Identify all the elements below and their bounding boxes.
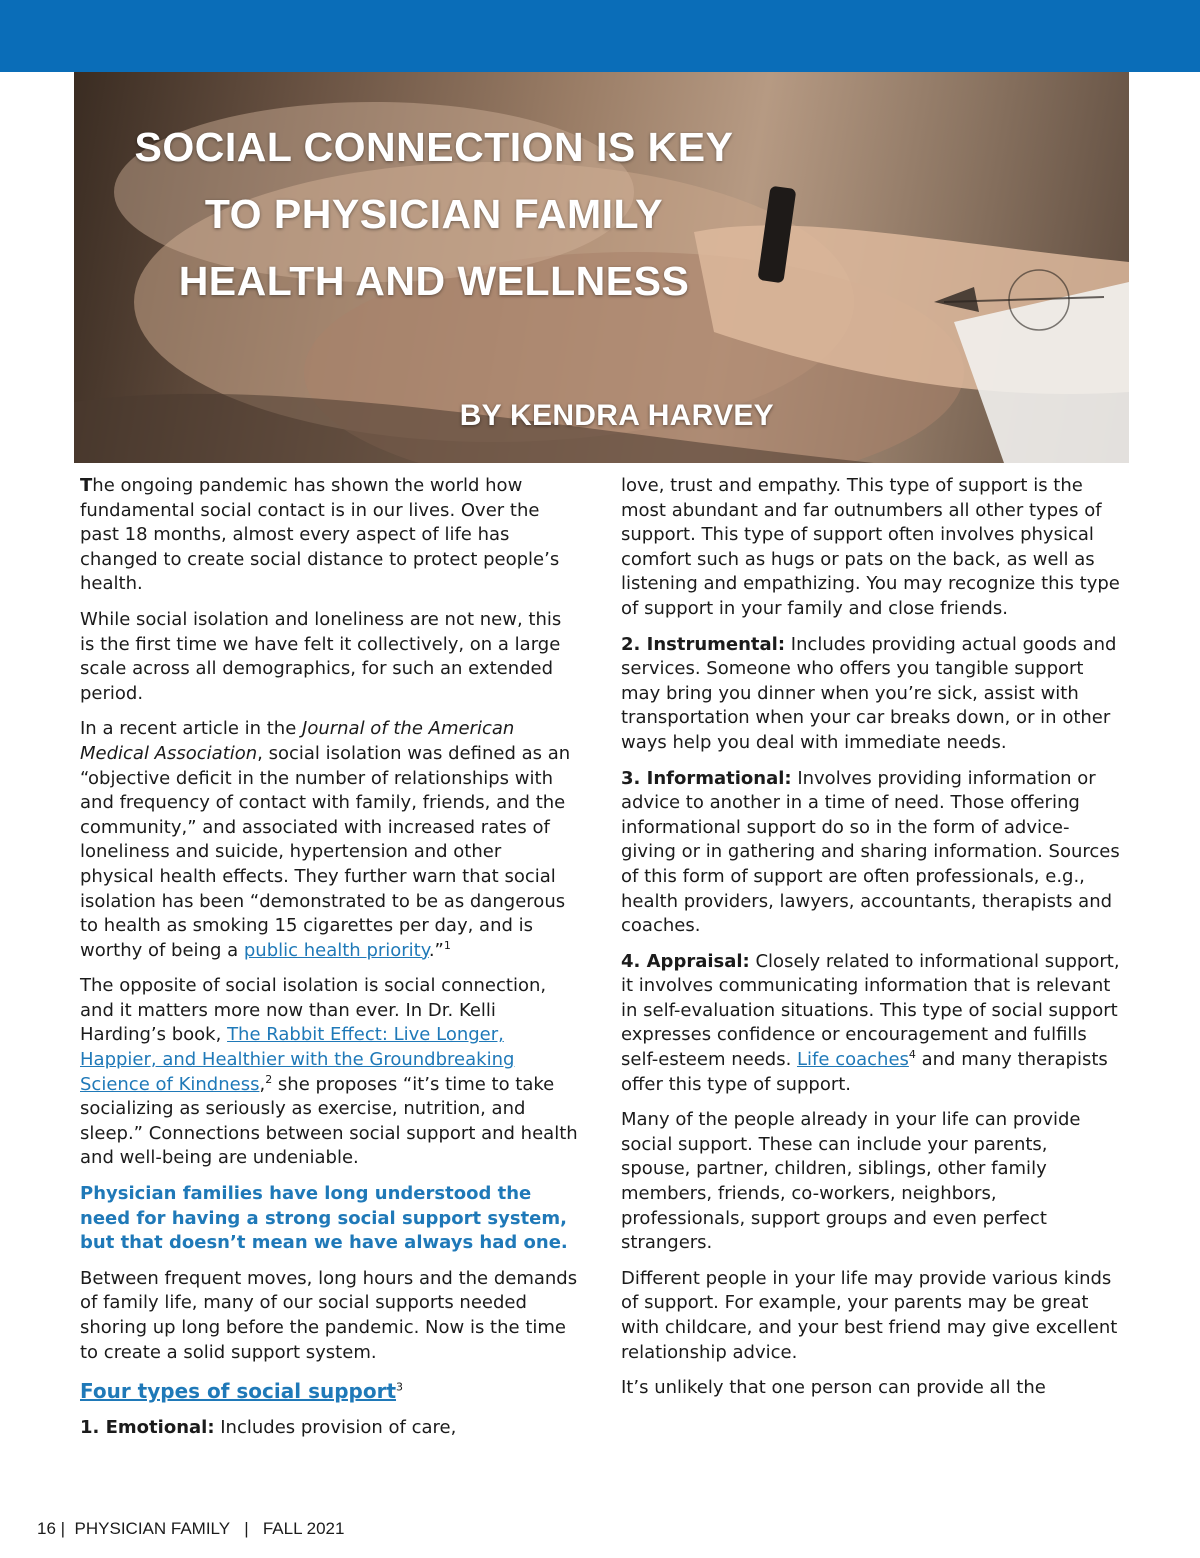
- header-color-bar: [0, 0, 1200, 72]
- journal-name: Journal of the American Medical Association: [80, 718, 515, 764]
- article-title: [94, 114, 774, 315]
- public-health-priority-link[interactable]: public health priority: [243, 939, 429, 961]
- hero-image: [74, 72, 1129, 463]
- list-item-informational: [621, 767, 1121, 939]
- footer-separator: |: [244, 1519, 249, 1538]
- appraisal-text: Closely related to informational support, it involves communicating information that is relevant in self-evaluation situations. This type of social support expresses confidence or encouragement and fulfills self-esteem needs.: [621, 950, 1120, 1071]
- issue-label: FALL 2021: [262, 1519, 345, 1538]
- connection-comma: ,: [259, 1073, 266, 1095]
- informational-label: 3. Informational:: [621, 767, 792, 789]
- paragraph-connection: [80, 974, 580, 1171]
- jama-text-a: In a recent article in the: [80, 718, 303, 740]
- life-coaches-link[interactable]: Life coaches: [797, 1049, 909, 1071]
- connection-text-b: she proposes “it’s time to take socializing as seriously as exercise, nutrition, and sleep.” Connections between social support and health and well-being are undeniable.: [80, 1073, 578, 1169]
- footnote-ref-1: 1: [443, 938, 451, 952]
- list-item-instrumental: [621, 633, 1121, 756]
- title-line-2: TO PHYSICIAN FAMILY: [204, 191, 664, 237]
- paragraph-intro: [80, 474, 580, 597]
- pull-quote: Physician families have long understood the need for having a strong social support system, but that doesn’t mean we have always had one.: [80, 1183, 568, 1254]
- page-footer: [37, 1519, 344, 1539]
- instrumental-text: Includes providing actual goods and services. Someone who offers you tangible support may bring you dinner when you’re sick, assist with transportation when your car breaks down, or in other ways help you deal with immediate needs.: [621, 633, 1117, 753]
- emotional-label: 1. Emotional:: [80, 1416, 215, 1438]
- paragraph-unlikely: It’s unlikely that one person can provide all the: [621, 1377, 1046, 1399]
- drop-letter: T: [80, 475, 93, 496]
- list-item-emotional: [80, 1416, 580, 1441]
- magazine-name: PHYSICIAN FAMILY: [74, 1519, 231, 1538]
- title-line-1: SOCIAL CONNECTION IS KEY: [134, 124, 734, 170]
- paragraph-intro-text: he ongoing pandemic has shown the world how fundamental social contact is in our lives. Over the past 18 months, almost every aspect of life has changed to create social distance to protect people’s health.: [80, 475, 560, 595]
- paragraph-emotional-cont: love, trust and empathy. This type of support is the most abundant and far outnumbers all other types of support. This type of support often involves physical comfort such as hugs or pats on the back, as well as listening and empathizing. You may recognize this type of support in your family and close friends.: [621, 475, 1120, 619]
- appraisal-tail: and many therapists offer this type of support.: [621, 1049, 1108, 1095]
- footer-separator: |: [60, 1519, 66, 1538]
- jama-text-b: , social isolation was defined as an “objective deficit in the number of relationships with and frequency of contact with family, friends, and the community,” and associated with increased rates of loneliness and suicide, hypertension and other physical health effects. They further warn that social isolation has been “demonstrated to be as dangerous to health as smoking 15 cigarettes per day, and is worthy of being a: [80, 742, 571, 961]
- jama-text-c: .”: [428, 939, 444, 961]
- section-heading: [80, 1379, 580, 1404]
- appraisal-label: 4. Appraisal:: [621, 950, 750, 972]
- left-column: [80, 474, 580, 1451]
- instrumental-label: 2. Instrumental:: [621, 633, 786, 655]
- right-column: [621, 474, 1121, 1412]
- paragraph-people: Many of the people already in your life can provide social support. These can include your parents, spouse, partner, children, siblings, other family members, friends, co-workers, neighbors, professionals, support groups and even perfect strangers.: [621, 1109, 1081, 1254]
- emotional-text: Includes provision of care,: [214, 1416, 457, 1438]
- connection-text-a: The opposite of social isolation is social connection, and it matters more now than ever. In Dr. Kelli Harding’s book,: [80, 975, 547, 1046]
- paragraph-different-people: Different people in your life may provide various kinds of support. For example, your parents may be great with childcare, and your best friend may give excellent relationship advice.: [621, 1267, 1118, 1363]
- paragraph-support-system: Between frequent moves, long hours and the demands of family life, many of our social supports needed shoring up long before the pandemic. Now is the time to create a solid support system.: [80, 1267, 578, 1363]
- footnote-ref-3: 3: [396, 1380, 404, 1394]
- list-item-appraisal: [621, 950, 1121, 1098]
- rabbit-effect-link[interactable]: The Rabbit Effect: Live Longer, Happier, and Healthier with the Groundbreaking Science of Kindness: [80, 1024, 515, 1095]
- title-line-3: HEALTH AND WELLNESS: [178, 258, 690, 304]
- paragraph-isolation: While social isolation and loneliness are not new, this is the first time we have felt it collectively, on a large scale across all demographics, for such an extended period.: [80, 608, 562, 704]
- informational-text: Involves providing information or advice to another in a time of need. Those offering informational support do so in the form of advice-giving or in gathering and sharing information. Sources of this form of support are often professionals, e.g., health providers, lawyers, accountants, therapists and coaches.: [621, 767, 1120, 937]
- byline: BY KENDRA HARVEY: [459, 399, 774, 432]
- footnote-ref-2: 2: [265, 1072, 273, 1086]
- section-heading-link[interactable]: Four types of social support: [80, 1379, 397, 1404]
- page-number: 16: [37, 1519, 56, 1538]
- footnote-ref-4: 4: [908, 1048, 916, 1062]
- paragraph-jama: [80, 717, 580, 963]
